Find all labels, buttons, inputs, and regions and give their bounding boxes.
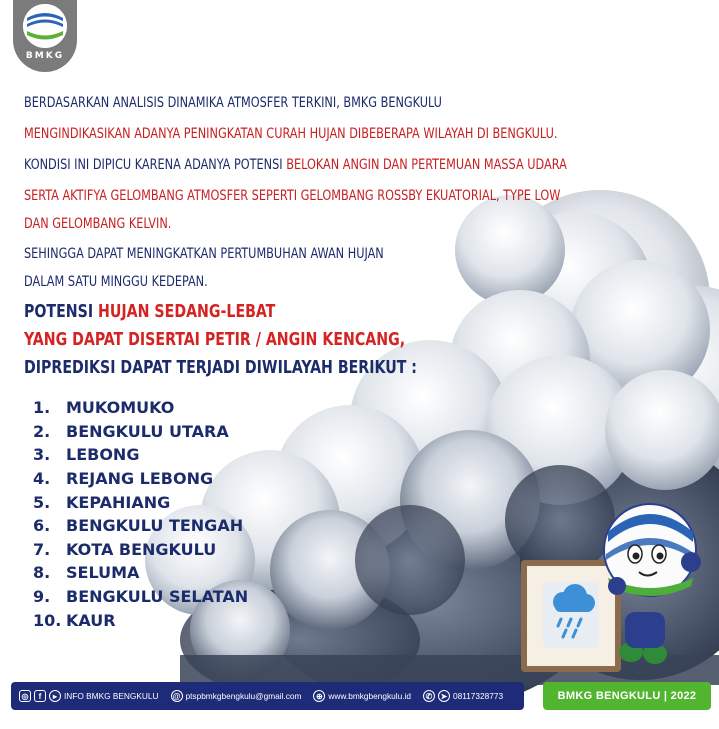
bmkg-logo [13, 0, 77, 72]
region-name: BENGKULU TENGAH [66, 516, 244, 536]
footer-email [171, 690, 302, 702]
facebook-icon[interactable]: f [34, 690, 46, 702]
footer-social [19, 690, 159, 702]
globe-icon: ⊕ [313, 690, 325, 702]
intro-line-3b: BELOKAN ANGIN DAN PERTEMUAN MASSA UDARA [286, 156, 567, 173]
region-number: 7. [33, 539, 51, 559]
potensi-prefix: POTENSI [24, 302, 99, 322]
footer-email-label[interactable]: ptspbmkgbengkulu@gmail.com [185, 691, 302, 701]
region-name: MUKOMUKO [66, 398, 175, 418]
region-list-item [33, 467, 248, 491]
region-name: REJANG LEBONG [66, 469, 214, 489]
region-number: 3. [33, 445, 51, 465]
region-number: 8. [33, 563, 51, 583]
region-name: SELUMA [66, 563, 140, 583]
instagram-icon[interactable]: ◎ [19, 690, 31, 702]
footer-social-label: INFO BMKG BENGKULU [64, 691, 159, 701]
region-list-item [33, 443, 248, 467]
footer-phone [423, 690, 503, 702]
intro-line-7: DALAM SATU MINGGU KEDEPAN. [24, 273, 208, 290]
region-list-item [33, 561, 248, 585]
region-list-item [33, 514, 248, 538]
region-list-item [33, 490, 248, 514]
footer-web [313, 690, 411, 702]
footer-web-label[interactable]: www.bmkgbengkulu.id [328, 691, 411, 701]
region-number: 10. [33, 610, 62, 630]
footer-phone-label[interactable]: 08117328773 [452, 691, 504, 701]
region-number: 5. [33, 492, 51, 512]
youtube-icon[interactable]: ▸ [49, 690, 61, 702]
intro-line-6: SEHINGGA DAPAT MENINGKATKAN PERTUMBUHAN AWAN HUJAN [24, 245, 384, 262]
footer-bar [11, 682, 524, 710]
bmkg-mascot [513, 502, 703, 682]
potensi-highlight: HUJAN SEDANG-LEBAT [98, 302, 276, 322]
region-name: KAUR [66, 610, 116, 630]
potensi-line-3: DIPREDIKSI DAPAT TERJADI DIWILAYAH BERIKUT : [24, 358, 417, 378]
region-list-item [33, 585, 248, 609]
intro-line-3a: KONDISI INI DIPICU KARENA ADANYA POTENSI [24, 156, 287, 173]
potensi-line-2: YANG DAPAT DISERTAI PETIR / ANGIN KENCANG, [24, 330, 406, 350]
bmkg-emblem [23, 4, 67, 48]
region-number: 9. [33, 587, 51, 607]
region-number: 2. [33, 421, 51, 441]
intro-line-1: BERDASARKAN ANALISIS DINAMIKA ATMOSFER TERKINI, BMKG BENGKULU [24, 94, 442, 111]
telegram-icon: ➤ [438, 690, 450, 702]
region-name: KEPAHIANG [66, 492, 171, 512]
intro-line-5: DAN GELOMBANG KELVIN. [24, 215, 172, 232]
email-icon: @ [171, 690, 183, 702]
potensi-line-1 [24, 302, 275, 322]
region-number: 1. [33, 398, 51, 418]
intro-line-4: SERTA AKTIFYA GELOMBANG ATMOSFER SEPERTI GELOMBANG ROSSBY EKUATORIAL, TYPE LOW [24, 187, 561, 204]
region-list [33, 396, 248, 632]
region-list-item [33, 608, 248, 632]
region-number: 4. [33, 469, 51, 489]
region-list-item [33, 396, 248, 420]
region-name: BENGKULU SELATAN [66, 587, 249, 607]
region-list-item [33, 538, 248, 562]
year-badge: BMKG BENGKULU | 2022 [543, 682, 711, 710]
region-number: 6. [33, 516, 51, 536]
rain-sign-board [521, 560, 621, 672]
region-name: BENGKULU UTARA [66, 421, 229, 441]
intro-line-3 [24, 156, 567, 173]
whatsapp-icon: ✆ [423, 690, 435, 702]
intro-line-2: MENGINDIKASIKAN ADANYA PENINGKATAN CURAH HUJAN DIBEBERAPA WILAYAH DI BENGKULU. [24, 125, 558, 142]
region-list-item [33, 420, 248, 444]
logo-text: BMKG [25, 51, 65, 61]
region-name: LEBONG [66, 445, 140, 465]
region-name: KOTA BENGKULU [66, 539, 217, 559]
